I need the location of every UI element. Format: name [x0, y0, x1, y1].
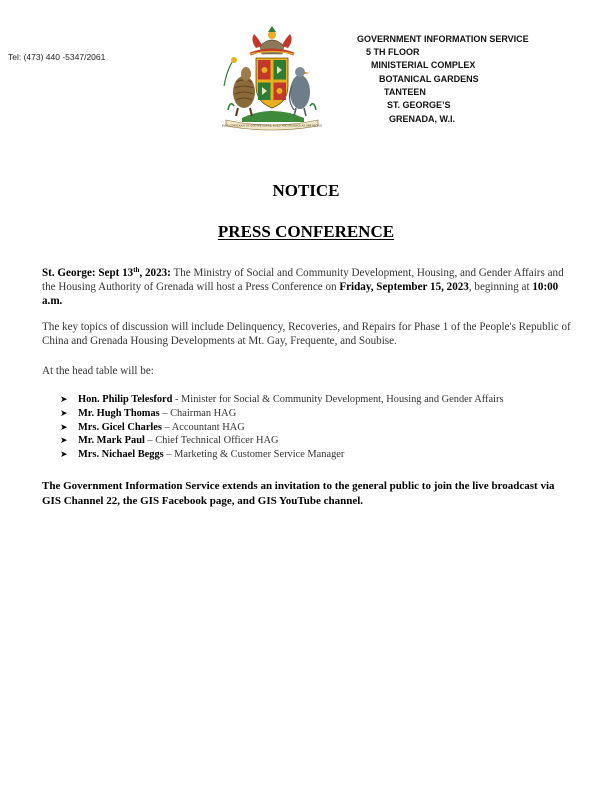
arrowhead-bullet-icon: ➤ [60, 395, 68, 405]
address-line: MINISTERIAL COMPLEX [371, 60, 476, 70]
address-line: BOTANICAL GARDENS [379, 74, 479, 84]
address-line: TANTEEN [384, 87, 426, 97]
arrowhead-bullet-icon: ➤ [60, 408, 68, 419]
address-line: GRENADA, W.I. [389, 114, 456, 124]
notice-heading: NOTICE [272, 181, 340, 200]
grenada-coat-of-arms-icon [220, 26, 324, 132]
member-name: Mrs. Nichael Beggs [78, 449, 164, 461]
member-role: – Marketing & Customer Service Manager [163, 449, 345, 461]
event-time: 10:00 a.m. [42, 281, 559, 307]
list-item [60, 434, 590, 448]
list-item [60, 407, 590, 421]
dateline-year: , 2023: [139, 267, 171, 279]
member-role: – Accountant HAG [161, 421, 245, 433]
announcement-text: The Ministry of Social and Community Development, Housing, and Gender Affairs and the Housing Authority of Grenada will host a Press Conference on [42, 267, 564, 293]
member-role: – Chairman HAG [159, 407, 237, 419]
arrowhead-bullet-icon: ➤ [60, 450, 68, 461]
broadcast-invitation: The Government Information Service extends an invitation to the general public to join the live broadcast via GIS Channel 22, the GIS Facebook page, and GIS YouTube channel. [42, 480, 555, 507]
dateline-superscript: th [133, 266, 140, 274]
topics-paragraph: The key topics of discussion will include Delinquency, Recoveries, and Repairs for Phase 1 of the People's Republic of China and Grenada Housing Developments at Mt. Gay, Frequente, and Soubise. [42, 321, 571, 347]
member-name: Hon. Philip Telesford [78, 394, 173, 405]
member-role: - Minister for Social & Community Development, Housing and Gender Affairs [172, 394, 504, 405]
head-table-list [60, 393, 590, 462]
arrowhead-bullet-icon: ➤ [60, 436, 68, 447]
press-conference-title: PRESS CONFERENCE [217, 222, 395, 241]
list-item [60, 393, 590, 407]
address-line: GOVERNMENT INFORMATION SERVICE [357, 34, 529, 44]
announcement-text-2: , beginning at [468, 281, 533, 293]
telephone-number: Tel: (473) 440 -5347/2061 [8, 52, 106, 62]
svg-text:EVER CONSCIOUS OF GOD WE ASPIR: EVER CONSCIOUS OF GOD WE ASPIRE, BUILD AND ADVANCE AS ONE PEOPLE [221, 124, 323, 128]
member-name: Mr. Mark Paul [78, 435, 145, 447]
member-name: Mrs. Gicel Charles [78, 421, 162, 433]
press-conference-heading [0, 222, 612, 242]
dateline: St. George: Sept 13 [42, 267, 134, 279]
arrowhead-bullet-icon: ➤ [60, 422, 68, 433]
announcement-paragraph [42, 263, 572, 308]
list-item [60, 448, 590, 462]
address-line: 5 TH FLOOR [366, 47, 420, 57]
member-name: Mr. Hugh Thomas [78, 407, 160, 419]
list-item [60, 421, 590, 435]
event-date: Friday, September 15, 2023 [339, 281, 469, 293]
address-line: ST. GEORGE’S [387, 100, 451, 110]
head-table-intro: At the head table will be: [42, 365, 154, 377]
member-role: – Chief Technical Officer HAG [144, 435, 279, 447]
